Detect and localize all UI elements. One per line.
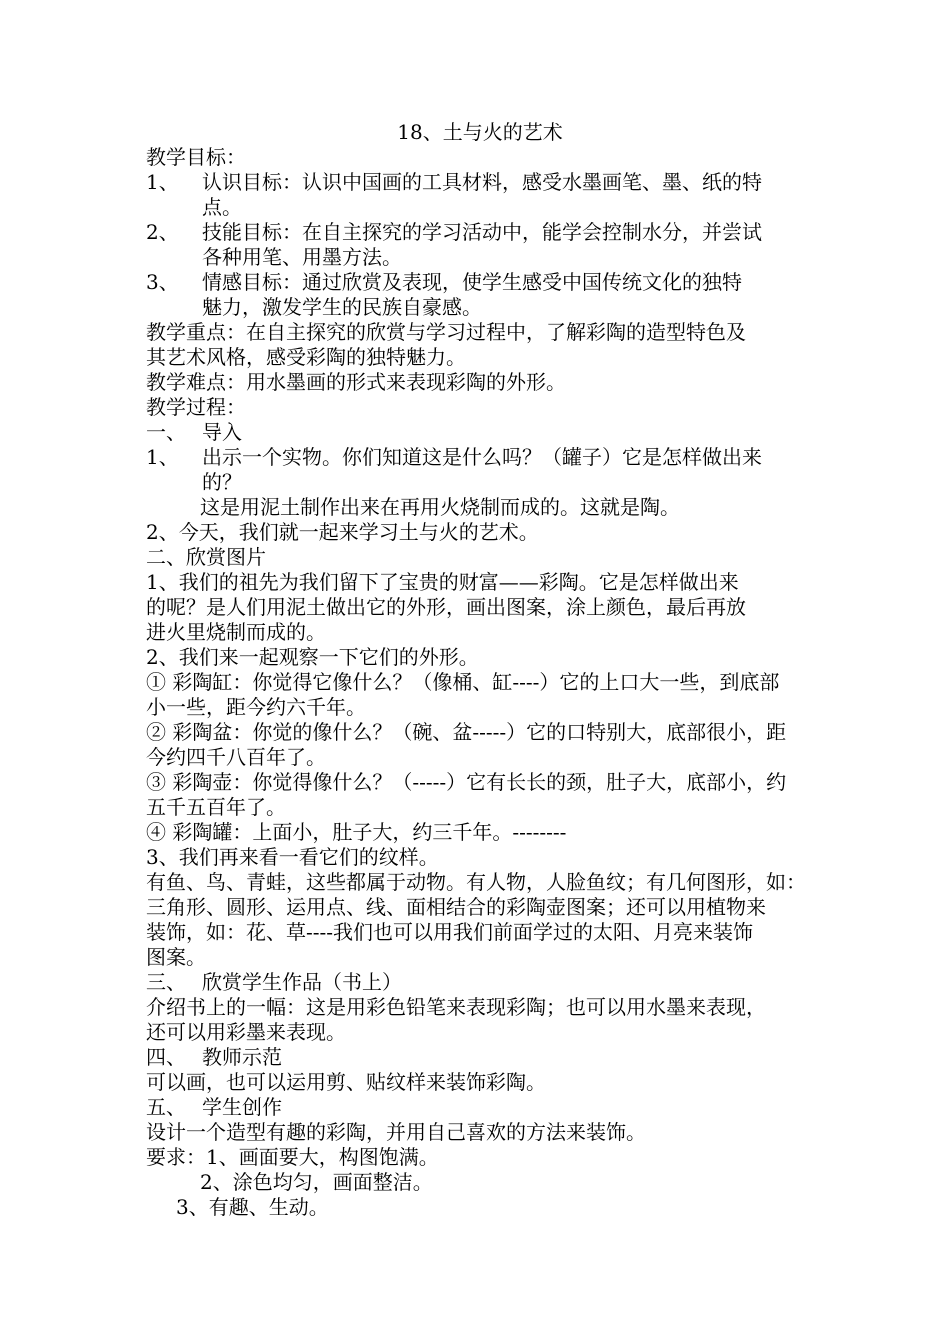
paragraph-line: 2、我们来一起观察一下它们的外形。 xyxy=(146,645,479,669)
section-heading xyxy=(146,1045,814,1070)
section-number: 四、 xyxy=(146,1045,186,1069)
paragraph-line: ③ 彩陶壶：你觉得像什么？（-----）它有长长的颈，肚子大，底部小，约 xyxy=(146,770,787,794)
item-text-line: 出示一个实物。你们知道这是什么吗？（罐子）它是怎样做出来 xyxy=(202,445,762,469)
goal-number: 1、 xyxy=(146,170,179,194)
goals-heading: 教学目标： xyxy=(146,145,246,169)
goal-text-line: 点。 xyxy=(202,195,242,219)
paragraph-line: 图案。 xyxy=(146,945,206,969)
paragraph-line: 小一些，距今约六千年。 xyxy=(146,695,366,719)
paragraph-line: 3、我们再来看一看它们的纹样。 xyxy=(146,845,439,869)
section-title: 教师示范 xyxy=(202,1045,282,1069)
paragraph-line: 进火里烧制而成的。 xyxy=(146,620,326,644)
list-item xyxy=(146,445,814,495)
document-page xyxy=(146,120,814,1220)
section-heading xyxy=(146,1095,814,1120)
paragraph-line: ① 彩陶缸：你觉得它像什么？（像桶、缸----）它的上口大一些，到底部 xyxy=(146,670,780,694)
paragraph-line: 可以画，也可以运用剪、贴纹样来装饰彩陶。 xyxy=(146,1070,546,1094)
requirement-line: 要求：1、画面要大，构图饱满。 xyxy=(146,1145,439,1169)
key-point-line: 教学重点：在自主探究的欣赏与学习过程中，了解彩陶的造型特色及 xyxy=(146,320,746,344)
paragraph-line: 三角形、圆形、运用点、线、面相结合的彩陶壶图案；还可以用植物来 xyxy=(146,895,766,919)
section-number: 五、 xyxy=(146,1095,186,1119)
difficulty-line: 教学难点：用水墨画的形式来表现彩陶的外形。 xyxy=(146,370,566,394)
goal-item xyxy=(146,270,814,320)
goal-text-line: 魅力，激发学生的民族自豪感。 xyxy=(202,295,482,319)
goal-text-line: 各种用笔、用墨方法。 xyxy=(202,245,402,269)
goal-text-line: 情感目标：通过欣赏及表现，使学生感受中国传统文化的独特 xyxy=(202,270,742,294)
paragraph-line: 有鱼、鸟、青蛙，这些都属于动物。有人物，人脸鱼纹；有几何图形，如： xyxy=(146,870,806,894)
item-note: 这是用泥土制作出来在再用火烧制而成的。这就是陶。 xyxy=(200,495,680,519)
goal-text-line: 认识目标：认识中国画的工具材料，感受水墨画笔、墨、纸的特 xyxy=(202,170,762,194)
section-title: 欣赏学生作品（书上） xyxy=(202,970,402,994)
item-number: 1、 xyxy=(146,445,179,469)
section-number: 一、 xyxy=(146,420,186,444)
paragraph-line: 今约四千八百年了。 xyxy=(146,745,326,769)
paragraph-line: 2、今天，我们就一起来学习土与火的艺术。 xyxy=(146,520,539,544)
goal-number: 3、 xyxy=(146,270,179,294)
goal-item xyxy=(146,170,814,220)
paragraph-line: 还可以用彩墨来表现。 xyxy=(146,1020,346,1044)
paragraph-line: 1、我们的祖先为我们留下了宝贵的财富——彩陶。它是怎样做出来 xyxy=(146,570,739,594)
section-heading: 二、欣赏图片 xyxy=(146,545,266,569)
process-heading: 教学过程： xyxy=(146,395,246,419)
requirement-line: 2、涂色均匀，画面整洁。 xyxy=(200,1170,433,1194)
section-heading xyxy=(146,420,814,445)
key-point-line: 其艺术风格，感受彩陶的独特魅力。 xyxy=(146,345,466,369)
requirement-line: 3、有趣、生动。 xyxy=(176,1195,329,1219)
paragraph-line: 的呢？是人们用泥土做出它的外形，画出图案，涂上颜色，最后再放 xyxy=(146,595,746,619)
paragraph-line: ② 彩陶盆：你觉的像什么？（碗、盆-----）它的口特别大，底部很小，距 xyxy=(146,720,787,744)
paragraph-line: 装饰，如：花、草----我们也可以用我们前面学过的太阳、月亮来装饰 xyxy=(146,920,754,944)
section-title: 学生创作 xyxy=(202,1095,282,1119)
goal-item xyxy=(146,220,814,270)
goal-number: 2、 xyxy=(146,220,179,244)
section-heading xyxy=(146,970,814,995)
document-title: 18、土与火的艺术 xyxy=(397,120,563,144)
item-text-line: 的？ xyxy=(202,470,242,494)
section-number: 三、 xyxy=(146,970,186,994)
paragraph-line: ④ 彩陶罐：上面小，肚子大，约三千年。-------- xyxy=(146,820,567,844)
paragraph-line: 设计一个造型有趣的彩陶，并用自己喜欢的方法来装饰。 xyxy=(146,1120,646,1144)
goal-text-line: 技能目标：在自主探究的学习活动中，能学会控制水分，并尝试 xyxy=(202,220,762,244)
paragraph-line: 五千五百年了。 xyxy=(146,795,286,819)
section-title: 导入 xyxy=(202,420,242,444)
paragraph-line: 介绍书上的一幅：这是用彩色铅笔来表现彩陶；也可以用水墨来表现， xyxy=(146,995,766,1019)
